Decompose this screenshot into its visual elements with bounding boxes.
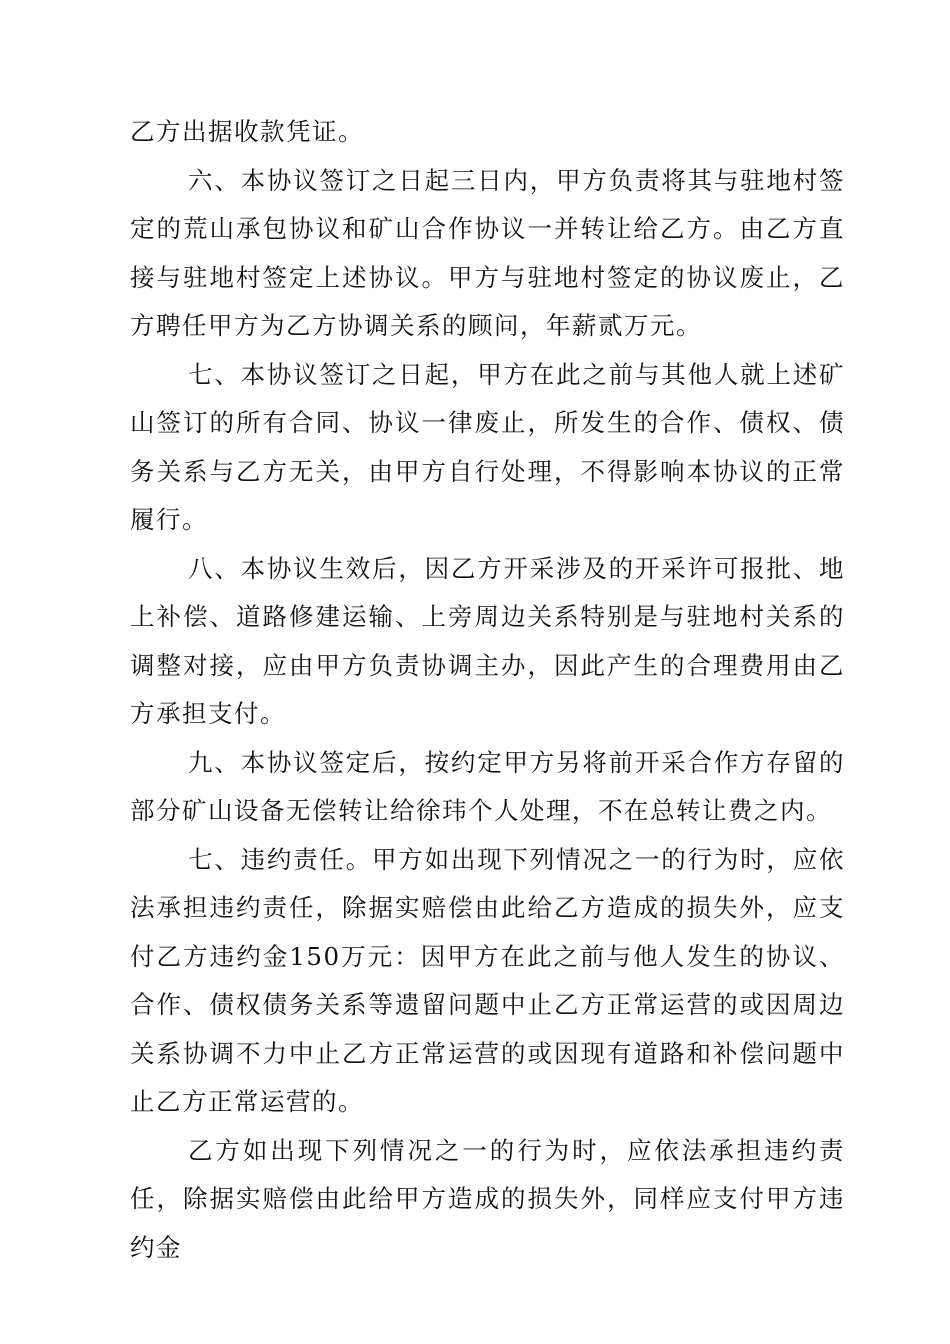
paragraph-receipt: 乙方出据收款凭证。 xyxy=(130,117,364,146)
paragraph-breach-liability-party-a: 七、违约责任。甲方如出现下列情况之一的行为时，应依法承担违约责任，除据实赔偿由此给乙方造成的损失外，应支付乙方违约金150万元：因甲方在此之前与他人发生的协议、合作、债权债务关系等遗留问题中止乙方正常运营的或因周边关系协调不力中止乙方正常运营的或因现有道路和补偿问题中止乙方正常运营的。 xyxy=(130,844,845,1116)
paragraph-clause-eight: 八、本协议生效后，因乙方开采涉及的开采许可报批、地上补偿、道路修建运输、上旁周边关系特别是与驻地村关系的调整对接，应由甲方负责协调主办，因此产生的合理费用由乙方承担支付。 xyxy=(130,553,845,728)
paragraph-clause-nine: 九、本协议签定后，按约定甲方另将前开采合作方存留的部分矿山设备无偿转让给徐玮个人处理，不在总转让费之内。 xyxy=(130,747,845,825)
paragraph-clause-seven: 七、本协议签订之日起，甲方在此之前与其他人就上述矿山签订的所有合同、协议一律废止，所发生的合作、债权、债务关系与乙方无关，由甲方自行处理，不得影响本协议的正常履行。 xyxy=(130,359,845,534)
document-body xyxy=(130,108,845,1272)
paragraph-breach-liability-party-b: 乙方如出现下列情况之一的行为时，应依法承担违约责任，除据实赔偿由此给甲方造成的损失外，同样应支付甲方违约金 xyxy=(130,1135,845,1262)
paragraph-clause-six: 六、本协议签订之日起三日内，甲方负责将其与驻地村签定的荒山承包协议和矿山合作协议一并转让给乙方。由乙方直接与驻地村签定上述协议。甲方与驻地村签定的协议废止，乙方聘任甲方为乙方协调关系的顾问，年薪贰万元。 xyxy=(130,165,845,340)
